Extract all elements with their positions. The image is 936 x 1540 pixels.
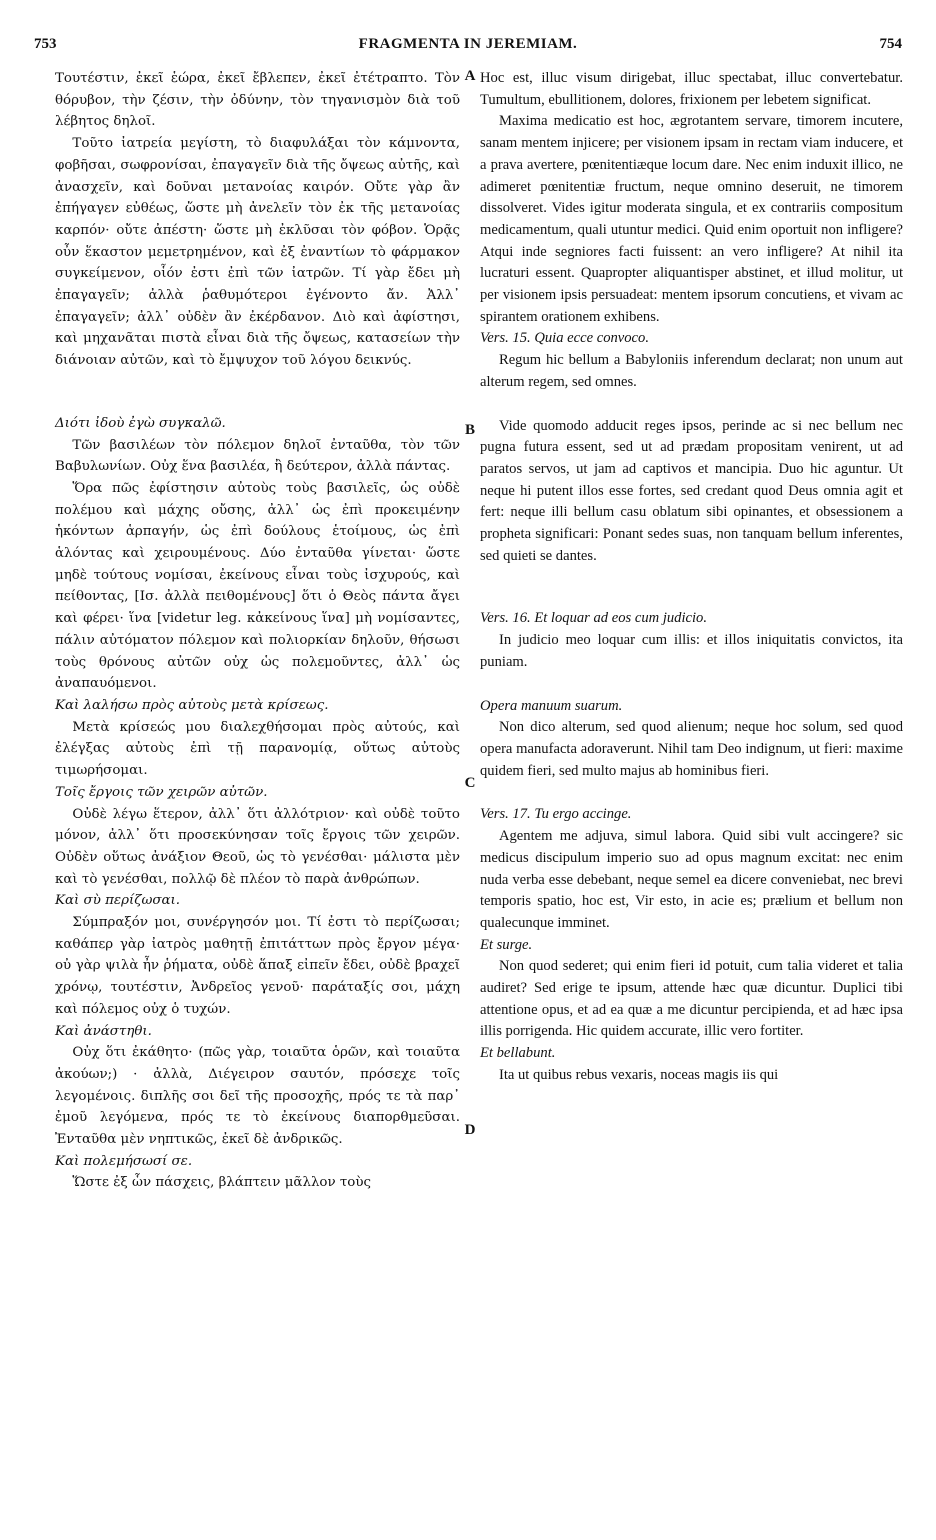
- running-title: FRAGMENTA IN JEREMIAM.: [358, 36, 578, 52]
- greek-lemma: Καὶ πολεμήσωσί σε.: [55, 1153, 193, 1169]
- margin-marker-b: B: [464, 422, 475, 438]
- margin-marker-d: D: [464, 1122, 476, 1138]
- greek-paragraph: Τοῦτο ἰατρεία μεγίστη, τὸ διαφυλάξαι τὸν κάμνοντα, φοβῆσαι, σωφρονίσαι, ἐπαγαγεῖν διὰ τῆς ὄψεως αὐτῆς, καὶ ἀνασχεῖν, καὶ δοῦναι μετανοίας καιρόν. Οὔτε γὰρ ἂν ἐπήγαγεν εὐθέως, ὥστε μὴ ἀνελεῖν τὸν ἐκ τῆς μετανοίας καρπόν· οὔτε ἀπέστη· ὥστε μὴ ἐκλῦσαι τὸν φόβον. Ὁρᾷς οὖν ἕκαστον μεμετρημένον, καὶ ἐξ ἐναντίων τὸ φάρμακον συγκείμενον, οἷόν ἐστι ἐπὶ τῶν ἰατρῶν. Τί γὰρ ἔδει μὴ ἐπαγαγεῖν; ἀλλὰ ῥαθυμότεροι ἐγένοντο ἄν. Ἀλλ᾽ ἐπαγαγεῖν; ἀλλ᾽ οὐδὲν ἂν ἐκέρδανον. Διὸ καὶ ἀφίστησι, καὶ μηχανᾶται πιστὰ εἶναι διὰ τῆς ὄψεως, κατασείων τὴν διάνοιαν αὐτῶν, καὶ τὸ ἔμψυχον τοῦ λόγου δεικνύς.: [55, 136, 460, 369]
- latin-paragraph: Hoc est, illuc visum dirigebat, illuc spectabat, illuc convertebatur. Tumultum, ebullitionem, dolores, frixionem per lebetem significat.: [480, 70, 903, 108]
- latin-lemma: Vers. 17. Tu ergo accinge.: [480, 806, 632, 823]
- greek-lemma: Διότι ἰδοὺ ἐγὼ συγκαλῶ.: [55, 415, 226, 431]
- page-number-right: 754: [879, 36, 902, 52]
- latin-lemma: Vers. 16. Et loquar ad eos cum judicio.: [480, 610, 707, 627]
- latin-paragraph: Non dico alterum, sed quod alienum; neque hoc solum, sed quod opera manufacta adoraverunt. Nihil tam Deo indignum, ut fieri: maxime quidem fieri, sed multo majus ab hominibus fieri.: [480, 719, 903, 779]
- greek-paragraph: Τουτέστιν, ἐκεῖ ἑώρα, ἐκεῖ ἔβλεπεν, ἐκεῖ ἐτέτραπτο. Τὸν θόρυβον, τὴν ζέσιν, τὴν ὀδύνην, τὸν τηγανισμὸν διὰ τοῦ λέβητος δηλοῖ.: [55, 71, 460, 130]
- greek-paragraph: Οὐχ ὅτι ἐκάθητο· (πῶς γὰρ, τοιαῦτα ὁρῶν, καὶ τοιαῦτα ἀκούων;) · ἀλλὰ, Διέγειρον σαυτόν, πρόσεχε τοῖς λεγομένοις. διπλῆς σοι δεῖ τῆς προσοχῆς, πρός τε τὰ παρ᾽ ἐμοῦ λεγόμενα, πρός τε τὸ ἐκείνους διαπορθμεῦσαι. Ἐνταῦθα μὲν νηπτικῶς, ἐκεῖ δὲ ἀνδρικῶς.: [55, 1045, 460, 1148]
- latin-paragraph: Vide quomodo adducit reges ipsos, perinde ac si nec bellum nec pugna futura essent, sed ut ad prædam propositam venirent, ut ad paratos servos, ut jam ad captivos et mancipia. Duo hic aguntur. Ut neque hi putent illos esse fortes, sed credant quod Deus omnia agit et fert: neque illi bellum casu oblatum sibi opinantes, et obsessionem a propheta significari: Ponant sedes suas, non tanquam bellum inferentes, sed quieti se dantes.: [480, 417, 903, 564]
- greek-column: [55, 68, 460, 1194]
- latin-lemma: Et surge.: [480, 936, 533, 953]
- latin-paragraph: In judicio meo loquar cum illis: et illos iniquitatis convictos, ita puniam.: [480, 632, 903, 670]
- latin-lemma: Vers. 15. Quia ecce convoco.: [480, 330, 649, 347]
- latin-lemma: Et bellabunt.: [480, 1045, 556, 1062]
- latin-lemma: Opera manuum suarum.: [480, 697, 623, 714]
- spacer: [480, 782, 903, 804]
- page-header: [34, 36, 902, 58]
- greek-paragraph: Ὅρα πῶς ἐφίστησιν αὐτοὺς τοὺς βασιλεῖς, ὡς οὐδὲ πολέμου καὶ μάχης οὔσης, ἀλλ᾽ ὡς ἐπὶ προκειμένην ἡκόντων ἁρπαγήν, ὡς ἐπὶ δούλους ἑτοίμους, ὡς ἐπὶ ἁλόντας καὶ χειρουμένους. Δύο ἐνταῦθα γίνεται· ὥστε μηδὲ τούτους νομίσαι, ἐκείνους εἶναι τοὺς ἰσχυρούς, καὶ πείθοντας, [Ισ. ἀλλὰ πειθομένους] ὅτι ὁ Θεὸς πάντα ἄγει καὶ φέρει· ἵνα [videtur leg. κἀκείνους ἵνα] μὴ νομίσαντες, πάλιν αὐτόματον πόλεμον καὶ πολιορκίαν δηλοῦν, θήσωσι τοὺς θρόνους αὐτῶν οὐχ ὡς πολεμοῦντες, ἀλλ᾽ ὡς ἀναπαυόμενοι.: [55, 480, 460, 692]
- spacer: [55, 372, 460, 413]
- latin-paragraph: Regum hic bellum a Babyloniis inferendum declarat; non unum aut alterum regem, sed omnes.: [480, 352, 903, 390]
- margin-marker-a: A: [464, 68, 476, 84]
- greek-paragraph: Μετὰ κρίσεώς μου διαλεχθήσομαι πρὸς αὐτούς, καὶ ἐλέγξας αὐτοὺς ἐπὶ τῇ παρανομίᾳ, οὕτως αὐτοὺς τιμωρήσομαι.: [55, 719, 460, 779]
- spacer: [480, 567, 903, 608]
- greek-paragraph: Οὐδὲ λέγω ἕτερον, ἀλλ᾽ ὅτι ἀλλότριον· καὶ οὐδὲ τοῦτο μόνον, ἀλλ᾽ ὅτι προσεκύνησαν τοῖς ἔργοις τῶν χειρῶν. Οὐδὲν οὕτως ἀνάξιον Θεοῦ, ὡς τὸ γενέσθαι· μάλιστα μὲν καὶ τὸ γενέσθαι, πολλῷ δὲ πλέον τὸ παρὰ ἀνθρώπων.: [55, 806, 460, 887]
- page-number-left: 753: [34, 36, 57, 52]
- greek-paragraph: Ὥστε ἐξ ὧν πάσχεις, βλάπτειν μᾶλλον τοὺς: [72, 1175, 371, 1191]
- greek-lemma: Τοῖς ἔργοις τῶν χειρῶν αὐτῶν.: [55, 784, 268, 800]
- margin-marker-c: C: [464, 775, 476, 791]
- greek-lemma: Καὶ ἀνάστηθι.: [55, 1023, 152, 1039]
- latin-paragraph: Ita ut quibus rebus vexaris, noceas magis iis qui: [498, 1066, 779, 1083]
- spacer: [480, 394, 903, 416]
- latin-paragraph: Non quod sederet; qui enim fieri id potuit, cum talia videret et talia audiret? Sed erige te ipsum, attende hæc quæ dicuntur. Duplici tibi attentione opus, et ad ea quæ a me dicuntur percipienda, et ad hæc ipsa illis porrigenda. Hic quidem accurate, illic vero fortiter.: [480, 958, 903, 1040]
- spacer: [480, 674, 903, 696]
- greek-paragraph: Σύμπραξόν μοι, συνέργησόν μοι. Τί ἐστι τὸ περίζωσαι; καθάπερ γὰρ ἰατρὸς μαθητῇ ἐπιτάττων πρὸς ἔργον μέγα· οὐ γὰρ ψιλὰ ἦν ῥήματα, οὐδὲ ἅπαξ εἰπεῖν ἔδει, οὐδὲ βραχεῖ χρόνῳ, τουτέστιν, Ἀνδρεῖος γενοῦ· παράταξίς σοι, μάχη καὶ πόλεμος οὐχ ὁ τυχών.: [55, 915, 460, 1017]
- greek-paragraph: Τῶν βασιλέων τὸν πόλεμον δηλοῖ ἐνταῦθα, τὸν τῶν Βαβυλωνίων. Οὐχ ἕνα βασιλέα, ἢ δεύτερον, ἀλλὰ πάντας.: [55, 437, 460, 475]
- greek-lemma: Καὶ λαλήσω πρὸς αὐτοὺς μετὰ κρίσεως.: [55, 697, 329, 713]
- greek-lemma: Καὶ σὺ περίζωσαι.: [55, 893, 181, 909]
- latin-paragraph: Maxima medicatio est hoc, ægrotantem servare, timorem incutere, sanam mentem injicere; per visionem ipsam in rectam viam inducere, et a prava avertere, pœnitentiæque locum dare. Nec enim induxit illico, ne adimeret pœnitentiæ fructum, neque omnino deseruit, ne timorem dissolveret. Vides igitur moderata singula, et ex contrariis compositum medicamentum, quali utuntur medici. Quid enim oportuit non infligere? Atqui inde segniores facti fuissent: an vero infligere? At nihil ita lucraturi essent. Quapropter aliquantisper abstinet, et illud molitur, ut per visionem ipsis persuadeat: mentem ipsorum concutiens, et vivam ac spirantem orationem exhibens.: [480, 113, 903, 325]
- latin-column: [480, 68, 903, 1087]
- latin-paragraph: Agentem me adjuva, simul labora. Quid sibi vult accingere? sic medicus discipulum imperio suo ad opus magnum excitat: nec enim nuda verba esse debebant, neque semel ea dicere conveniebat, nec brevi temporis spatio, hoc est, Vir esto, in acie es; prælium et bellum non qualecunque imminet.: [480, 828, 903, 931]
